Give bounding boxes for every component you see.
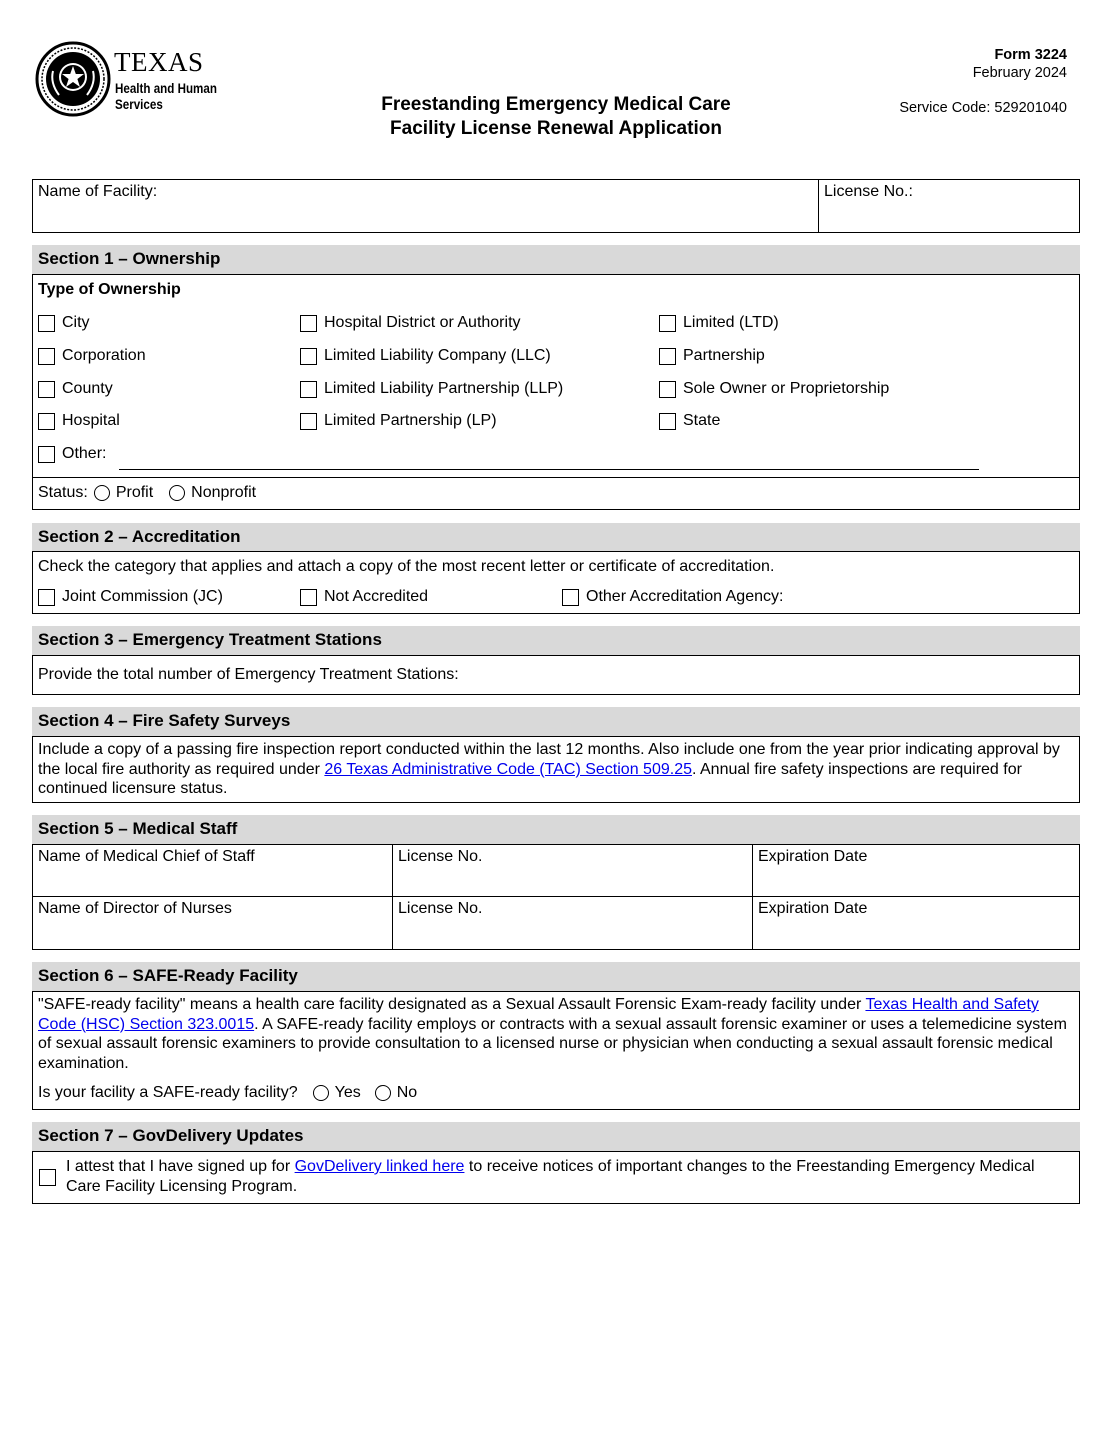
ownership-llc[interactable]: Limited Liability Company (LLC)	[300, 347, 551, 365]
section1-body	[32, 274, 1080, 478]
checkbox[interactable]	[38, 381, 55, 398]
form-title: Freestanding Emergency Medical Care Facility License Renewal Application	[381, 94, 731, 139]
section7-body	[32, 1151, 1080, 1204]
ownership-city[interactable]: City	[38, 314, 90, 332]
tac-509-25-link[interactable]: 26 Texas Administrative Code (TAC) Section 509.25	[324, 760, 692, 778]
section7-header: Section 7 – GovDelivery Updates	[32, 1122, 1080, 1151]
medical-staff-row-2	[32, 896, 1080, 950]
ownership-other[interactable]: Other:	[38, 445, 106, 463]
status-label: Status:	[38, 484, 88, 501]
ownership-corporation[interactable]: Corporation	[38, 347, 146, 365]
fire-safety-text: Include a copy of a passing fire inspection report conducted within the last 12 months. Also include one from the year prior indicating approval by the local fire authority as required under 26 Texas Administrative Code (TAC) Section 509.25. Annual fire safety inspections are required for continued licensure status.	[38, 741, 1060, 797]
facility-info-row	[32, 179, 1080, 233]
checkbox[interactable]	[38, 413, 55, 430]
hsc-323-0015-link[interactable]: Texas Health and Safety Code (HSC) Section 323.0015	[38, 996, 1039, 1033]
section4-body	[32, 736, 1080, 803]
section3-header: Section 3 – Emergency Treatment Stations	[32, 626, 1080, 655]
medical-staff-row-1	[32, 844, 1080, 897]
radio-nonprofit[interactable]	[169, 485, 185, 501]
govdelivery-attest-checkbox[interactable]	[39, 1169, 56, 1186]
chief-of-staff-expiration-field[interactable]: Expiration Date	[758, 848, 868, 865]
license-number-field[interactable]	[819, 180, 1079, 232]
ownership-partnership[interactable]: Partnership	[659, 347, 765, 365]
other-ownership-input[interactable]	[119, 469, 979, 470]
facility-name-label: Name of Facility:	[38, 183, 158, 200]
ownership-lp[interactable]: Limited Partnership (LP)	[300, 412, 497, 430]
director-of-nurses-name-field[interactable]: Name of Director of Nurses	[33, 897, 393, 949]
checkbox[interactable]	[659, 315, 676, 332]
treatment-stations-prompt: Provide the total number of Emergency Treatment Stations:	[38, 666, 459, 683]
section4-header: Section 4 – Fire Safety Surveys	[32, 707, 1080, 736]
govdelivery-link[interactable]: GovDelivery linked here	[294, 1158, 465, 1175]
logo-texas-text: TEXAS	[114, 47, 204, 77]
ownership-hospital[interactable]: Hospital	[38, 412, 120, 430]
section1-header: Section 1 – Ownership	[32, 245, 1080, 274]
accreditation-instructions: Check the category that applies and attach a copy of the most recent letter or certificate of accreditation.	[38, 558, 775, 575]
form-date: February 2024	[972, 65, 1067, 81]
ownership-type-heading: Type of Ownership	[38, 281, 181, 298]
director-of-nurses-license-field[interactable]: License No.	[393, 897, 753, 949]
checkbox[interactable]	[300, 589, 317, 606]
logo-agency-text: Health and Human Services	[115, 81, 217, 112]
safe-ready-question: Is your facility a SAFE-ready facility? Yes No	[38, 1084, 418, 1101]
ownership-llp[interactable]: Limited Liability Partnership (LLP)	[300, 380, 563, 398]
radio-profit[interactable]	[94, 485, 110, 501]
ownership-state[interactable]: State	[659, 412, 720, 430]
checkbox[interactable]	[562, 589, 579, 606]
ownership-county[interactable]: County	[38, 380, 113, 398]
checkbox[interactable]	[300, 348, 317, 365]
service-code: Service Code: 529201040	[899, 100, 1067, 116]
checkbox[interactable]	[38, 446, 55, 463]
checkbox[interactable]	[300, 413, 317, 430]
director-of-nurses-expiration-field[interactable]: Expiration Date	[758, 900, 868, 917]
checkbox[interactable]	[38, 348, 55, 365]
checkbox[interactable]	[38, 315, 55, 332]
section3-body[interactable]	[32, 655, 1080, 695]
govdelivery-attest-text: I attest that I have signed up for GovDelivery linked here to receive notices of important changes to the Freestanding Emergency Medical Care Facility Licensing Program.	[66, 1158, 1035, 1195]
form-number: Form 3224	[994, 47, 1067, 63]
checkbox[interactable]	[38, 589, 55, 606]
facility-name-field[interactable]	[33, 180, 819, 232]
section5-header: Section 5 – Medical Staff	[32, 815, 1080, 844]
section6-header: Section 6 – SAFE-Ready Facility	[32, 962, 1080, 991]
checkbox[interactable]	[300, 315, 317, 332]
accreditation-not-accredited[interactable]: Not Accredited	[300, 588, 428, 606]
form-meta	[899, 46, 1067, 117]
status-row	[32, 477, 1080, 510]
radio-no[interactable]	[375, 1085, 391, 1101]
safe-ready-definition: "SAFE-ready facility" means a health care facility designated as a Sexual Assault Forensic Exam-ready facility under Texas Health and Safety Code (HSC) Section 323.0015. A SAFE-ready facility employs or contracts with a sexual assault forensic examiner or uses a telemedicine system of sexual assault forensic examiners to provide consultation to a licensed nurse or physician when conducting a sexual assault forensic medical examination.	[38, 996, 1067, 1072]
section2-body	[32, 551, 1080, 614]
section6-body	[32, 991, 1080, 1110]
texas-seal-icon	[35, 41, 111, 117]
ownership-hospital-district[interactable]: Hospital District or Authority	[300, 314, 521, 332]
section2-header: Section 2 – Accreditation	[32, 523, 1080, 552]
accreditation-jc[interactable]: Joint Commission (JC)	[38, 588, 223, 606]
status-group: Status: Profit Nonprofit	[38, 484, 257, 501]
ownership-limited[interactable]: Limited (LTD)	[659, 314, 779, 332]
radio-yes[interactable]	[313, 1085, 329, 1101]
license-number-label: License No.:	[824, 183, 913, 200]
accreditation-other-agency[interactable]: Other Accreditation Agency:	[562, 588, 783, 606]
checkbox[interactable]	[659, 348, 676, 365]
chief-of-staff-name-field[interactable]: Name of Medical Chief of Staff	[33, 845, 393, 896]
checkbox[interactable]	[659, 381, 676, 398]
chief-of-staff-license-field[interactable]: License No.	[393, 845, 753, 896]
checkbox[interactable]	[300, 381, 317, 398]
checkbox[interactable]	[659, 413, 676, 430]
ownership-sole-owner[interactable]: Sole Owner or Proprietorship	[659, 380, 889, 398]
texas-hhs-logo	[35, 41, 235, 117]
